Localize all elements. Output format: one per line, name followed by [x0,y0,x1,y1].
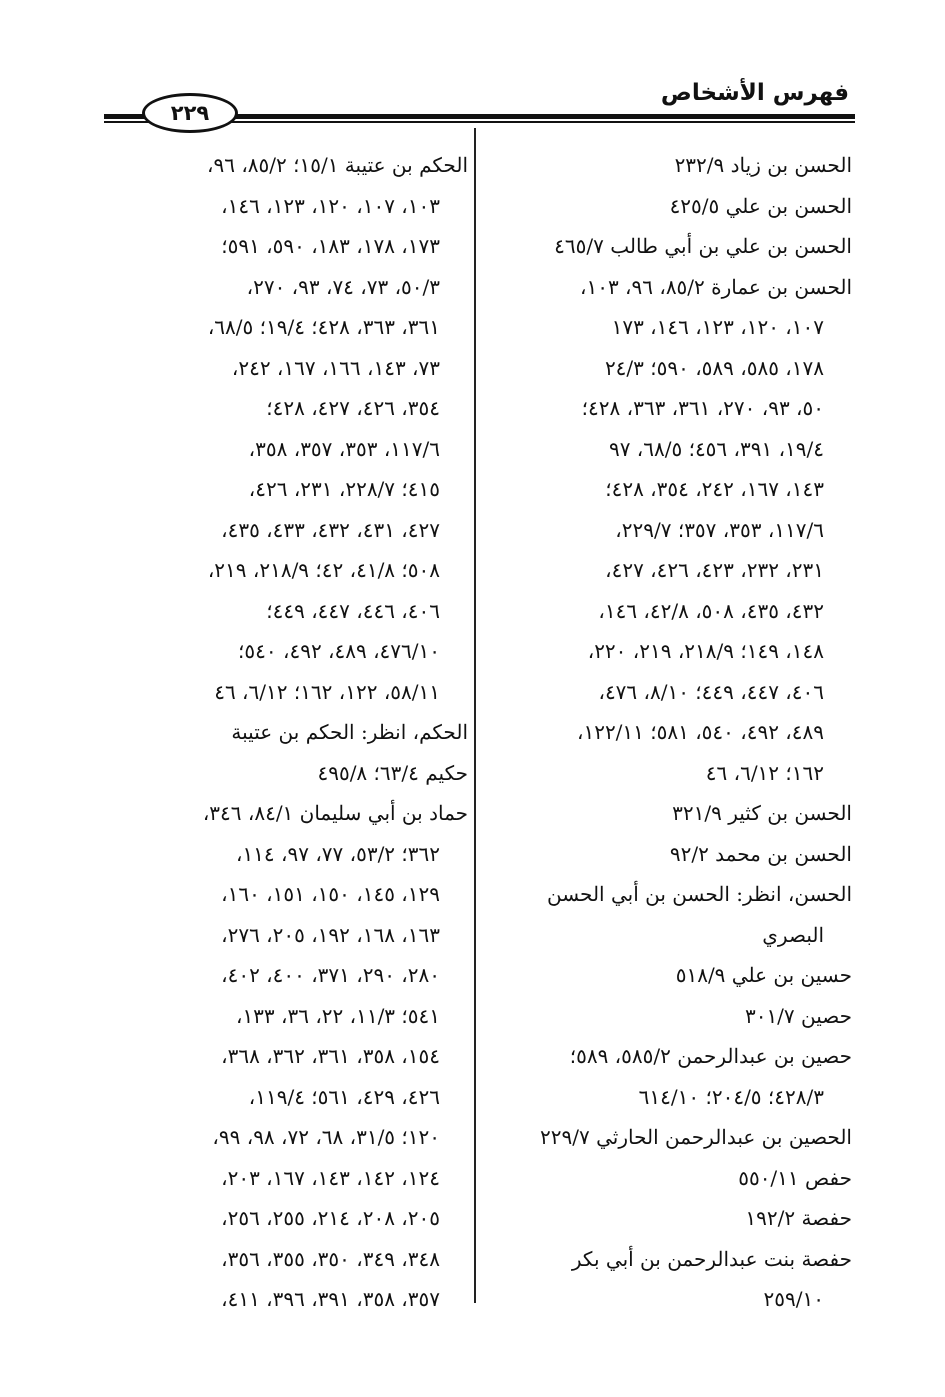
index-entry-continuation: ١٠٣، ١٠٧، ١٢٠، ١٢٣، ١٤٦، [221,193,440,218]
index-entry-continuation: ٤٨٩، ٤٩٢، ٥٤٠، ٥٨١؛ ١٢٢/١١، [576,720,824,744]
index-entry-continuation: ١٩/٤، ٣٩١، ٤٥٦؛ ٦٨/٥، ٩٧ [608,436,824,461]
index-entry: الحسن بن كثير ٣٢١/٩ [672,801,852,825]
index-entry-continuation: ١٧٣، ١٧٨، ١٨٣، ٥٩٠، ٥٩١؛ [221,234,440,258]
index-entry-continuation: ٢٠٥، ٢٠٨، ٢١٤، ٢٥٥، ٢٥٦، [221,1206,440,1230]
index-entry: حماد بن أبي سليمان ٨٤/١، ٣٤٦، [202,801,468,825]
index-entry-continuation: ١٤٨، ١٤٩؛ ٢١٨/٩، ٢١٩، ٢٢٠، [587,639,824,663]
index-entry-continuation: ١٦٢؛ ٦/١٢، ٤٦ [705,760,824,785]
index-entry-continuation: ٤٢٨/٣؛ ٢٠٤/٥؛ ٦١٤/١٠ [638,1084,824,1109]
index-entry-continuation: ٥٠، ٩٣، ٢٧٠، ٣٦١، ٣٦٣، ٤٢٨؛ [581,396,824,420]
index-entry-continuation: ١٠٧، ١٢٠، ١٢٣، ١٤٦، ١٧٣ [611,315,824,339]
index-entry: حسين بن علي ٥١٨/٩ [675,963,852,987]
index-entry-continuation: ١٥٤، ٣٥٨، ٣٦١، ٣٦٢، ٣٦٨، [221,1044,440,1068]
index-entry: حفصة بنت عبدالرحمن بن أبي بكر [571,1246,852,1271]
index-entry-continuation: ٤٢٧، ٤٣١، ٤٣٢، ٤٣٣، ٤٣٥، [221,517,440,542]
index-entry: الحسن، انظر: الحسن بن أبي الحسن [546,882,852,906]
page-header-title: فهرس الأشخاص [660,80,849,106]
index-entry: حصين ٣٠١/٧ [744,1003,852,1028]
index-column-left [100,145,468,1320]
index-entry: حفص ٥٥٠/١١ [738,1165,852,1190]
index-entry-continuation: ١٢٩، ١٤٥، ١٥٠، ١٥١، ١٦٠، [221,882,440,906]
page-number-badge: ٢٢٩ [142,93,238,133]
index-entry: الحسن بن محمد ٩٢/٢ [669,841,852,866]
index-entry-continuation: ٤٠٦، ٤٤٧، ٤٤٩؛ ٨/١٠، ٤٧٦، [598,679,824,704]
index-entry-continuation: ٤٠٦، ٤٤٦، ٤٤٧، ٤٤٩؛ [266,598,440,623]
index-entry-continuation: ٥٨/١١، ١٢٢، ١٦٢؛ ٦/١٢، ٤٦ [214,679,440,704]
index-entry-continuation: ١٦٣، ١٦٨، ١٩٢، ٢٠٥، ٢٧٦، [221,922,440,947]
index-entry-continuation: ٢٥٩/١٠ [763,1287,824,1311]
index-entry-continuation: ١٢٤، ١٤٢، ١٤٣، ١٦٧، ٢٠٣، [221,1165,440,1190]
index-entry-continuation: ١١٧/٦، ٣٥٣، ٣٥٧؛ ٢٢٩/٧، [615,517,824,542]
index-entry-continuation: ٥٠٨؛ ٤١/٨، ٤٢؛ ٢١٨/٩، ٢١٩، [207,558,440,582]
index-entry-continuation: ١١٧/٦، ٣٥٣، ٣٥٧، ٣٥٨، [248,436,440,461]
index-entry-continuation: ٣٦١، ٣٦٣، ٤٢٨؛ ١٩/٤؛ ٦٨/٥، [207,315,440,339]
index-entry: الحكم، انظر: الحكم بن عتيبة [231,720,468,744]
index-entry-continuation: ٣٥٧، ٣٥٨، ٣٩١، ٣٩٦، ٤١١، [221,1287,440,1311]
index-entry-continuation: ٢٨٠، ٢٩٠، ٣٧١، ٤٠٠، ٤٠٢، [221,963,440,987]
index-column-right [492,145,852,1320]
index-entry: الحسن بن علي بن أبي طالب ٤٦٥/٧ [554,234,852,258]
index-entry-continuation: ٤١٥؛ ٢٢٨/٧، ٢٣١، ٤٢٦، [248,477,440,501]
index-entry-continuation: ١٤٣، ١٦٧، ٢٤٢، ٣٥٤، ٤٢٨؛ [605,477,824,501]
index-entry-continuation: ٣٦٢؛ ٥٣/٢، ٧٧، ٩٧، ١١٤، [235,841,440,866]
index-entry-continuation: ٤٣٢، ٤٣٥، ٥٠٨، ٤٢/٨، ١٤٦، [598,598,824,623]
index-entry: حفصة ١٩٢/٢ [745,1206,852,1230]
index-entry-continuation: ٤٧٦/١٠، ٤٨٩، ٤٩٢، ٥٤٠؛ [238,639,440,663]
index-entry: حكيم ٦٣/٤؛ ٤٩٥/٨ [317,760,468,785]
index-entry: حصين بن عبدالرحمن ٥٨٥/٢، ٥٨٩؛ [569,1044,852,1068]
index-entry-continuation: ٣٥٤، ٤٢٦، ٤٢٧، ٤٢٨؛ [266,396,440,420]
index-entry-continuation: ١٧٨، ٥٨٥، ٥٨٩، ٥٩٠؛ ٢٤/٣ [604,355,824,380]
index-entry: الحسن بن عمارة ٨٥/٢، ٩٦، ١٠٣، [580,274,852,299]
index-entry-continuation: ٤٢٦، ٤٢٩، ٥٦١؛ ١١٩/٤، [248,1084,440,1109]
index-entry-continuation: ٣٤٨، ٣٤٩، ٣٥٠، ٣٥٥، ٣٥٦، [221,1246,440,1271]
index-entry-continuation: ٢٣١، ٢٣٢، ٤٢٣، ٤٢٦، ٤٢٧، [605,558,824,582]
index-entry: الحسن بن زياد ٢٣٢/٩ [674,153,852,177]
index-entry-continuation: ١٢٠؛ ٣١/٥، ٦٨، ٧٢، ٩٨، ٩٩، [212,1125,440,1149]
column-divider [474,128,476,1303]
index-entry: الحصين بن عبدالرحمن الحارثي ٢٢٩/٧ [540,1125,852,1149]
index-entry-continuation: البصري [762,922,824,947]
index-entry-continuation: ٧٣، ١٤٣، ١٦٦، ١٦٧، ٢٤٢، [231,355,440,380]
index-entry: الحسن بن علي ٤٢٥/٥ [669,193,852,218]
index-entry: الحكم بن عتيبة ١٥/١؛ ٨٥/٢، ٩٦، [207,153,468,177]
index-entry-continuation: ٥٤١؛ ١١/٣، ٢٢، ٣٦، ١٣٣، [235,1003,440,1028]
index-entry-continuation: ٥٠/٣، ٧٣، ٧٤، ٩٣، ٢٧٠، [246,274,440,299]
